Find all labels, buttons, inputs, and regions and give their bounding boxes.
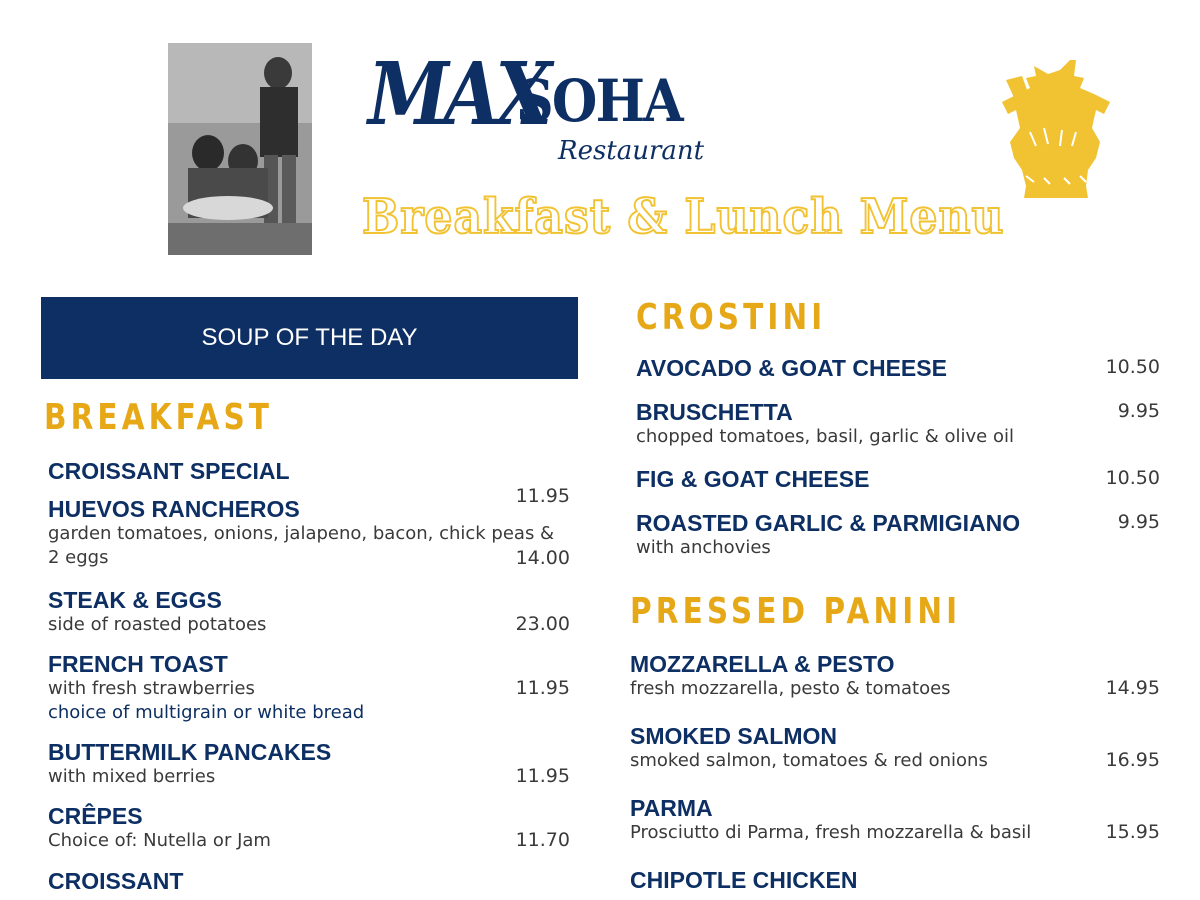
menu-title: Breakfast & Lunch Menu: [362, 189, 1005, 245]
item-name: AVOCADO & GOAT CHEESE: [636, 355, 947, 381]
breakfast-item: [48, 587, 570, 637]
item-name: CHIPOTLE CHICKEN: [630, 867, 858, 893]
item-price: 14.95: [1105, 677, 1160, 699]
item-price: 15.95: [1105, 821, 1160, 843]
item-price: 10.50: [1105, 356, 1160, 378]
item-name: PARMA: [630, 795, 713, 821]
vintage-photo-illustration: [168, 43, 312, 255]
item-name: ROASTED GARLIC & PARMIGIANO: [636, 510, 1021, 536]
panini-item: [630, 723, 1160, 773]
item-description: with fresh strawberries: [48, 678, 255, 699]
item-price-2: 14.00: [515, 547, 570, 569]
breakfast-item: [48, 651, 570, 725]
item-description: Prosciutto di Parma, fresh mozzarella & basil: [630, 822, 1032, 843]
breakfast-item: [48, 458, 570, 484]
soup-of-the-day-banner: SOUP OF THE DAY: [41, 297, 578, 379]
item-price: 10.50: [1105, 467, 1160, 489]
item-description: chopped tomatoes, basil, garlic & olive oil: [636, 426, 1014, 447]
item-name: MOZZARELLA & PESTO: [630, 651, 895, 677]
item-description: smoked salmon, tomatoes & red onions: [630, 750, 988, 771]
item-name: CROISSANT: [48, 868, 184, 894]
coffee-pot-icon: [1000, 58, 1112, 200]
logo-soha: SOHA: [516, 67, 682, 135]
item-description: with anchovies: [636, 537, 771, 558]
item-price: 16.95: [1105, 749, 1160, 771]
crostini-item: [636, 510, 1160, 560]
crostini-heading: CROSTINI: [636, 297, 827, 338]
item-name: FRENCH TOAST: [48, 651, 228, 677]
item-price: 9.95: [1117, 511, 1160, 533]
item-description: with mixed berries: [48, 766, 216, 787]
item-description: side of roasted potatoes: [48, 614, 267, 635]
item-name: CROISSANT SPECIAL: [48, 458, 290, 484]
item-name: STEAK & EGGS: [48, 587, 222, 613]
item-name: FIG & GOAT CHEESE: [636, 466, 870, 492]
logo-subtitle: Restaurant: [558, 136, 705, 166]
crostini-item: [636, 466, 1160, 492]
item-name: SMOKED SALMON: [630, 723, 837, 749]
breakfast-item: [48, 868, 570, 894]
panini-item: [630, 867, 1160, 893]
logo-max: MAX: [368, 44, 548, 145]
item-description: Choice of: Nutella or Jam: [48, 830, 271, 851]
item-name: HUEVOS RANCHEROS: [48, 496, 300, 522]
breakfast-item: [48, 803, 570, 853]
item-price: 11.95: [515, 765, 570, 787]
panini-item: [630, 795, 1160, 845]
item-note: choice of multigrain or white bread: [48, 702, 365, 723]
crostini-item: [636, 399, 1160, 449]
vintage-photo: [168, 43, 312, 255]
item-price: 9.95: [1117, 400, 1160, 422]
item-price: 11.70: [515, 829, 570, 851]
item-name: BUTTERMILK PANCAKES: [48, 739, 332, 765]
breakfast-item: [48, 739, 570, 789]
item-name: CRÊPES: [48, 803, 143, 829]
panini-item: [630, 651, 1160, 701]
item-name: BRUSCHETTA: [636, 399, 793, 425]
breakfast-heading: BREAKFAST: [44, 397, 274, 438]
item-price: 23.00: [515, 613, 570, 635]
breakfast-item: [48, 485, 570, 570]
item-description: garden tomatoes, onions, jalapeno, bacon, chick peas & 2 eggs: [48, 523, 555, 568]
panini-heading: PRESSED PANINI: [630, 591, 962, 632]
item-price: 11.95: [515, 677, 570, 699]
crostini-item: [636, 355, 1160, 381]
item-price: 11.95: [515, 485, 570, 507]
item-description: fresh mozzarella, pesto & tomatoes: [630, 678, 951, 699]
